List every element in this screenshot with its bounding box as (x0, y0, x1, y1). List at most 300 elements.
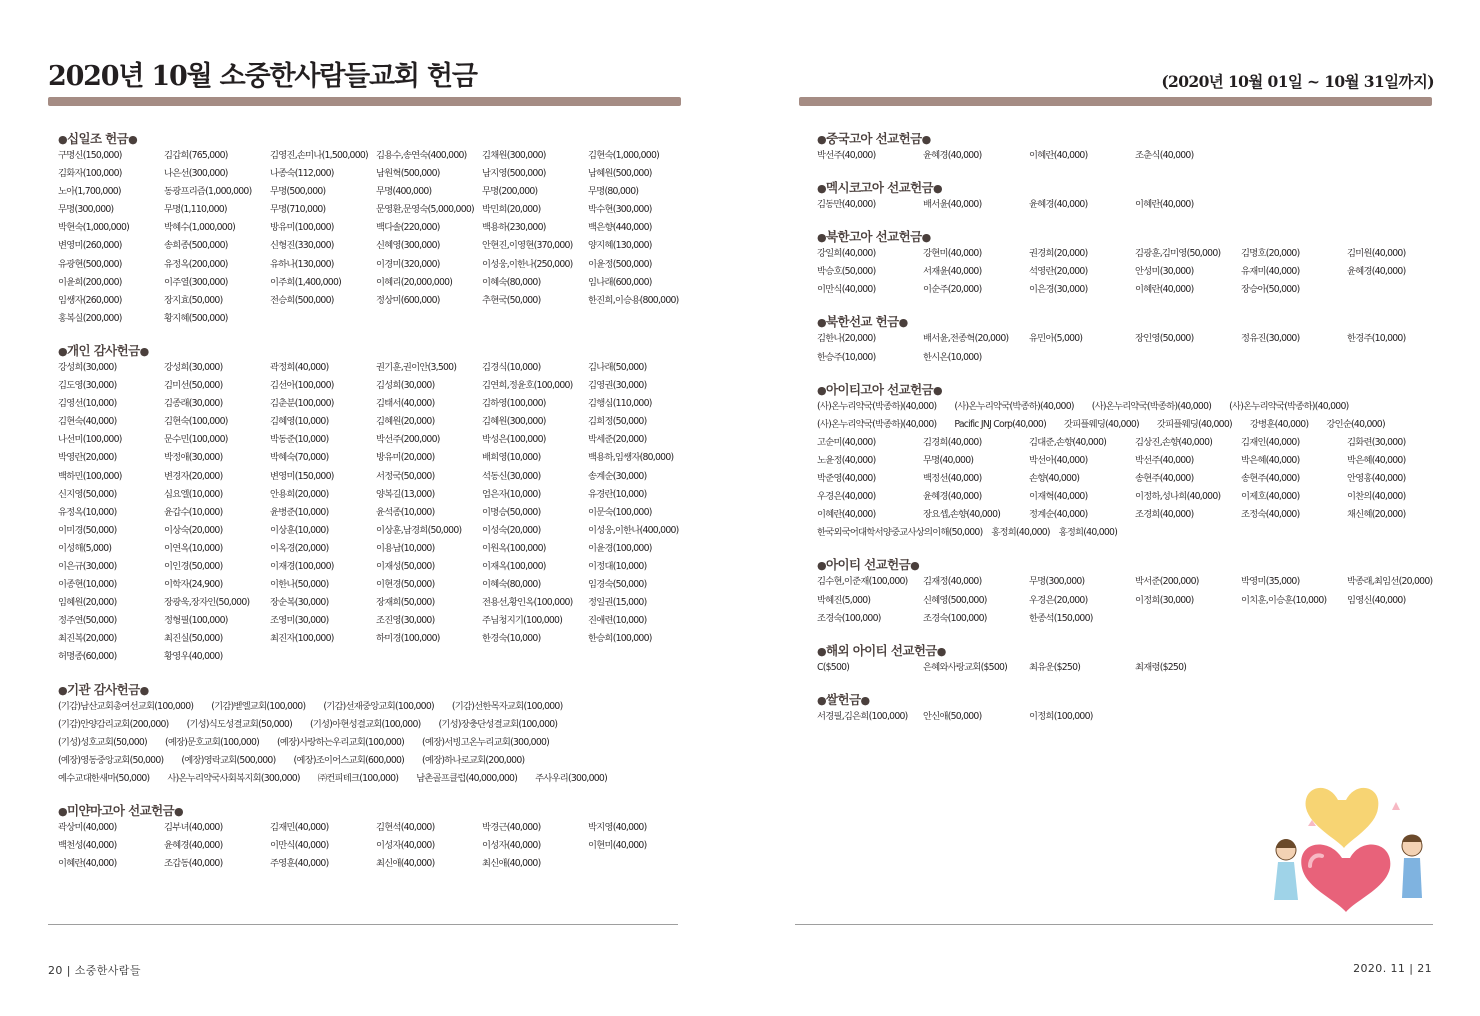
offering-section (817, 381, 1437, 543)
donor-entry: 예수교대한새마(50,000) (58, 772, 150, 784)
donor-entry: 윤혜경(40,000) (923, 491, 982, 503)
donor-entry: 김광훈,김미영(50,000) (1135, 248, 1221, 260)
section-title (817, 130, 1437, 147)
bullet-dot-icon: ● (128, 133, 138, 146)
donor-entry: 이은경(30,000) (1029, 284, 1088, 296)
donor-entry: 이정희(100,000) (1029, 710, 1093, 722)
bullet-dot-icon: ● (58, 133, 67, 146)
donor-entry: 강성희(30,000) (164, 361, 223, 373)
donor-entry: 우경은(20,000) (1029, 594, 1088, 606)
donor-entry: 한경숙(10,000) (482, 633, 541, 645)
donor-entry: 윤병준(10,000) (270, 506, 329, 518)
donor-entry: 김혜원(300,000) (482, 416, 546, 428)
bullet-dot-icon: ● (910, 559, 920, 573)
donor-entry: 이찬의(40,000) (1347, 491, 1406, 503)
donor-entry: 박수현(300,000) (588, 204, 652, 216)
donor-entry: (사)온누리약국(박종하)(40,000) (817, 400, 937, 412)
donor-entry: 이제호(40,000) (1241, 491, 1300, 503)
donor-entry: 박혜수(1,000,000) (164, 222, 236, 234)
donor-entry: 임혜원(20,000) (58, 597, 117, 609)
donor-entry: 유광현(500,000) (58, 258, 122, 270)
donor-entry: 김미원(40,000) (1347, 248, 1406, 260)
title-underline-bar (48, 97, 681, 106)
donor-entry: 김영진,손미나(1,500,000) (270, 150, 368, 161)
donor-entry: 이혜리(20,000,000) (376, 276, 453, 288)
donor-entry: 유하나(130,000) (270, 258, 334, 270)
donor-entry: 추현국(50,000) (482, 294, 541, 306)
donor-entry: 주사우리(300,000) (535, 772, 607, 784)
bullet-dot-icon: ● (817, 133, 826, 146)
donor-entry: 이종현(10,000) (58, 579, 117, 591)
donor-entry: (기성)식도성결교회(50,000) (186, 718, 292, 730)
donor-entry: 김연희,정윤호(100,000) (482, 380, 573, 392)
donor-entry: 구명신(150,000) (58, 150, 122, 161)
donor-entry: 방유미(100,000) (270, 222, 334, 234)
bullet-dot-icon: ● (139, 683, 149, 697)
donor-entry: 장광욱,장자인(50,000) (164, 597, 250, 609)
donor-entry: 신혜영(500,000) (923, 594, 987, 606)
donor-entry: 김현숙(1,000,000) (588, 150, 660, 161)
bullet-dot-icon: ● (921, 133, 931, 146)
donor-entry: 조갑동(40,000) (164, 858, 223, 870)
donor-entry: 김희정(50,000) (588, 416, 647, 428)
bullet-dot-icon: ● (817, 231, 826, 245)
donor-entry: 무명(300,000) (58, 204, 114, 216)
donor-entry: (사)온누리약국(박종하)(40,000) (1091, 400, 1212, 412)
section-title-label: 아이티 선교헌금 (826, 557, 911, 573)
donor-entry: 한승희(100,000) (588, 633, 652, 645)
donor-entry: 박혜숙(70,000) (270, 452, 329, 464)
donor-grid (817, 659, 1437, 677)
offering-section (58, 130, 688, 328)
offering-section (817, 556, 1437, 627)
donor-entry: 임나래(600,000) (588, 276, 652, 288)
donor-entry: 이성숙(20,000) (482, 524, 541, 536)
donor-entry: 석영란(20,000) (1029, 266, 1088, 278)
section-title-label: 중국고아 선교헌금 (826, 131, 922, 146)
bullet-dot-icon: ● (817, 644, 826, 658)
donor-entry: 이한나(50,000) (270, 579, 329, 591)
donor-entry: 신형진(330,000) (270, 240, 334, 252)
page-footer-left: 20 | 소중한사람들 (48, 964, 141, 977)
donor-entry: 이명승(50,000) (482, 506, 541, 518)
donor-entry: 윤혜경(40,000) (923, 150, 982, 161)
kids-heart-illustration (1272, 770, 1428, 920)
donor-entry: 이용남(10,000) (376, 542, 435, 554)
donor-entry: 박선주(40,000) (1135, 454, 1194, 466)
donor-entry: 이재혁(40,000) (1029, 491, 1088, 503)
donor-entry: 이성자(40,000) (376, 840, 435, 852)
donor-entry: 변영미(260,000) (58, 240, 122, 252)
donor-entry: 무명(80,000) (588, 186, 639, 198)
footer-divider (795, 924, 1433, 925)
donor-entry: 황지혜(500,000) (164, 312, 228, 324)
donor-entry: 김명호(20,000) (1241, 248, 1300, 260)
donor-entry: 김선아(100,000) (270, 380, 334, 392)
donor-entry: 박정애(30,000) (164, 452, 223, 464)
donor-entry: 이재성(50,000) (376, 560, 435, 572)
donor-entry: 박성은(100,000) (482, 434, 546, 446)
donor-entry: 박영미(35,000) (1241, 576, 1300, 588)
donor-entry: 김혜원(20,000) (376, 416, 435, 428)
donor-entry: 윤갑수(10,000) (164, 506, 223, 518)
section-title (817, 642, 1437, 659)
donor-entry: 정계순(40,000) (1029, 509, 1088, 521)
donor-entry: 임쌩자(260,000) (58, 294, 122, 306)
donor-entry: 박선주(40,000) (817, 150, 876, 161)
donor-entry: 안현진,이영현(370,000) (482, 240, 573, 252)
donor-entry: 백천성(40,000) (58, 840, 117, 852)
donor-entry: 박은혜(40,000) (1241, 454, 1300, 466)
donor-entry: 윤혜경(40,000) (1347, 266, 1406, 278)
donor-entry: 남촌골프클럽(40,000,000) (416, 772, 518, 784)
donor-entry: 박경근(40,000) (482, 822, 541, 833)
section-title (817, 556, 1437, 573)
donor-entry: 송현주(40,000) (1241, 473, 1300, 485)
donor-entry: 장지효(50,000) (164, 294, 223, 306)
donor-entry: 채신혜(20,000) (1347, 509, 1406, 521)
donor-entry: (기감)안양감리교회(200,000) (58, 718, 169, 730)
offering-section (58, 802, 688, 873)
donor-entry: 이치훈,이승훈(10,000) (1241, 594, 1327, 606)
donor-entry: 백정선(40,000) (923, 473, 982, 485)
date-range-subtitle: (2020년 10월 01일 ~ 10월 31일까지) (1161, 72, 1434, 91)
donor-entry: 김수현,이준재(100,000) (817, 576, 908, 588)
donor-entry: 김성희(30,000) (376, 380, 435, 392)
donor-entry: 권경희(20,000) (1029, 248, 1088, 260)
donor-entry: 이만식(40,000) (817, 284, 876, 296)
donor-entry: 변경자(20,000) (164, 470, 223, 482)
donor-entry: 강인순(40,000) (1326, 418, 1385, 430)
donor-entry: 김재정(40,000) (923, 576, 982, 588)
donor-entry: 이혜숙(80,000) (482, 579, 541, 591)
donor-grid (817, 147, 1437, 165)
donor-entry: 석동신(30,000) (482, 470, 541, 482)
right-page (740, 0, 1480, 1016)
donor-entry: 이정희(30,000) (1135, 594, 1194, 606)
donor-entry: 권기훈,권이안(3,500) (376, 361, 457, 373)
donor-entry: 이옥경(20,000) (270, 542, 329, 554)
section-title (58, 802, 688, 819)
offering-section (817, 179, 1437, 214)
donor-entry: 조경숙(100,000) (817, 612, 881, 624)
donor-entry: 방유미(20,000) (376, 452, 435, 464)
donor-entry: 이재경(100,000) (270, 560, 334, 572)
donor-entry: 강일희(40,000) (817, 248, 876, 260)
donor-entry: 안성미(30,000) (1135, 266, 1194, 278)
page-title: 2020년 10월 소중한사람들교회 헌금 (48, 61, 477, 92)
section-title-label: 쌀헌금 (826, 691, 861, 707)
donor-entry: (사)온누리약국(박종하)(40,000) (817, 418, 937, 430)
donor-entry: 강성희(30,000) (58, 361, 117, 373)
donor-entry: 윤석종(10,000) (376, 506, 435, 518)
donor-entry: 장순복(30,000) (270, 597, 329, 609)
donor-entry: 강병훈(40,000) (1249, 418, 1309, 430)
donor-entry: 이현미(40,000) (588, 840, 647, 852)
section-title (58, 130, 688, 147)
bullet-dot-icon: ● (139, 344, 149, 358)
donor-entry: 박서준(200,000) (1135, 576, 1199, 588)
donor-entry: (예장)문호교회(100,000) (164, 736, 260, 748)
donor-entry: 김재인(40,000) (1241, 436, 1300, 448)
donor-entry: 안신애(50,000) (923, 710, 982, 722)
donor-entry: 이성자(40,000) (482, 840, 541, 852)
donor-entry: 김나래(50,000) (588, 361, 647, 373)
offering-section (58, 681, 688, 788)
donor-entry: 윤혜경(40,000) (164, 840, 223, 852)
donor-entry: 무명(500,000) (270, 186, 326, 198)
donor-entry-row: 한국외국어대학서양중교사상의이해(50,000) 홍정희(40,000) 홍정희(40,000) (817, 527, 1118, 539)
donor-entry: 최진자(100,000) (270, 633, 334, 645)
donor-entry: 나은선(300,000) (164, 168, 228, 180)
donor-entry: 무명(400,000) (376, 186, 432, 198)
donor-entry: 유정옥(10,000) (58, 506, 117, 518)
donor-entry: 박선아(40,000) (1029, 454, 1088, 466)
donor-entry: 이주열(300,000) (164, 276, 228, 288)
donor-entry: 이상숙(20,000) (164, 524, 223, 536)
donor-entry: 김상진,손향(40,000) (1135, 436, 1213, 448)
donor-entry: 김한나(20,000) (817, 333, 876, 345)
donor-entry: (기감)벧엘교회(100,000) (211, 700, 306, 712)
donor-entry: 전용선,황인옥(100,000) (482, 597, 573, 609)
donor-entry: 송계순(30,000) (588, 470, 647, 482)
donor-entry: 이혜란(40,000) (1135, 199, 1194, 211)
donor-entry: 김화련(30,000) (1347, 436, 1406, 448)
donor-entry: (기감)남산교회총여선교회(100,000) (58, 700, 194, 712)
bullet-dot-icon: ● (921, 231, 931, 245)
donor-entry: (예장)하나로교회(200,000) (422, 754, 525, 766)
donor-entry: 안영홍(40,000) (1347, 473, 1406, 485)
donor-entry: 노윤정(40,000) (817, 454, 876, 466)
donor-entry: C($500) (817, 661, 850, 673)
section-title (58, 342, 688, 359)
donor-entry: 김부녀(40,000) (164, 822, 223, 833)
donor-entry: 주님청지기(100,000) (482, 615, 563, 627)
donor-entry: 남지영(500,000) (482, 168, 546, 180)
donor-entry: 주영훈(40,000) (270, 858, 329, 870)
donor-entry: 백용하(230,000) (482, 222, 546, 234)
donor-entry: 장재희(50,000) (376, 597, 435, 609)
donor-entry: 심요엘(10,000) (164, 488, 223, 500)
donor-entry: 박은혜(40,000) (1347, 454, 1406, 466)
donor-entry: 박민희(20,000) (482, 204, 541, 216)
donor-entry: 백은향(440,000) (588, 222, 652, 234)
donor-entry: 허명종(60,000) (58, 651, 117, 663)
donor-entry: (기성)장충단성결교회(100,000) (438, 718, 558, 730)
donor-entry: 조영미(30,000) (270, 615, 329, 627)
section-title-label: 멕시코고아 선교헌금 (826, 180, 934, 196)
bullet-dot-icon: ● (174, 805, 184, 818)
donor-entry: 백용하,임쌩자(80,000) (588, 452, 674, 464)
donor-entry: 이미경(50,000) (58, 524, 117, 536)
donor-entry: 장인영(50,000) (1135, 333, 1194, 345)
donor-entry: 김화자(100,000) (58, 168, 122, 180)
left-content (58, 130, 688, 887)
donor-row (58, 734, 688, 752)
donor-entry: 장승아(50,000) (1241, 284, 1300, 296)
donor-entry: 배희영(10,000) (482, 452, 541, 464)
donor-entry: 김미선(50,000) (164, 380, 223, 392)
donor-entry: 김혜영(10,000) (270, 416, 329, 428)
donor-entry: 강현미(40,000) (923, 248, 982, 260)
section-title-label: 아이티고아 선교헌금 (826, 381, 934, 397)
donor-entry: 정유진(30,000) (1241, 333, 1300, 345)
donor-entry: 정주연(50,000) (58, 615, 117, 627)
offering-section (58, 342, 688, 667)
donor-entry: 박지영(40,000) (588, 822, 647, 833)
donor-entry: 이성해(5,000) (58, 542, 112, 554)
donor-entry: 이혜란(40,000) (58, 858, 117, 870)
donor-entry: 곽상미(40,000) (58, 822, 117, 833)
section-title-label: 북한선교 헌금 (826, 314, 899, 330)
donor-entry: (예장)영동중앙교회(50,000) (58, 754, 164, 766)
donor-entry: 이연옥(10,000) (164, 542, 223, 554)
donor-entry: 서재윤(40,000) (923, 266, 982, 278)
donor-entry: 김행심(110,000) (588, 398, 652, 410)
donor-entry: 이원옥(100,000) (482, 542, 546, 554)
donor-entry: 김대준,손향(40,000) (1029, 436, 1107, 448)
donor-entry: 최신애(40,000) (376, 858, 435, 870)
bullet-dot-icon: ● (817, 383, 826, 397)
donor-entry: 양복길(13,000) (376, 488, 435, 500)
donor-entry: 무명(200,000) (482, 186, 538, 198)
donor-entry: (사)온누리약국(박종하)(40,000) (1229, 400, 1349, 412)
donor-grid (58, 147, 688, 328)
donor-entry: 배서윤(40,000) (923, 199, 982, 211)
section-title (817, 313, 1437, 330)
donor-entry: 박종래,최임선(20,000) (1347, 576, 1433, 588)
donor-entry: 조춘식(40,000) (1135, 150, 1194, 161)
donor-entry: 홍복실(200,000) (58, 312, 122, 324)
donor-entry: Pacific JNJ Corp(40,000) (954, 418, 1046, 430)
donor-entry: 김영선(10,000) (58, 398, 117, 410)
donor-entry: 신지영(50,000) (58, 488, 117, 500)
offering-section (817, 313, 1437, 366)
section-title-label: 십일조 헌금 (67, 131, 129, 146)
donor-entry: 서경필,김은희(100,000) (817, 710, 908, 722)
donor-entry: 이문숙(100,000) (588, 506, 652, 518)
donor-entry: 이인경(50,000) (164, 560, 223, 572)
donor-entry: 송희종(500,000) (164, 240, 228, 252)
donor-entry: 고순미(40,000) (817, 436, 876, 448)
section-title (58, 681, 688, 698)
donor-entry: 김영권(30,000) (588, 380, 647, 392)
donor-entry: 김도영(30,000) (58, 380, 117, 392)
donor-entry: 이재옥(100,000) (482, 560, 546, 572)
bullet-dot-icon: ● (860, 693, 870, 707)
donor-entry: 조진영(30,000) (376, 615, 435, 627)
bullet-dot-icon: ● (817, 693, 826, 707)
section-title-label: 북한고아 선교헌금 (826, 229, 922, 245)
donor-entry: 박동준(10,000) (270, 434, 329, 446)
donor-entry: 나선미(100,000) (58, 434, 122, 446)
donor-entry: 이성웅,이한나(250,000) (482, 258, 573, 270)
donor-entry: 최진실(50,000) (164, 633, 223, 645)
donor-grid (817, 573, 1437, 627)
donor-entry: (예장)사랑하는우리교회(100,000) (277, 736, 405, 748)
donor-entry: (기감)선재중앙교회(100,000) (323, 700, 434, 712)
donor-grid (817, 708, 1437, 726)
donor-entry: 김경식(10,000) (482, 361, 541, 373)
donor-entry: 최재령($250) (1135, 661, 1187, 673)
donor-entry: 안용희(20,000) (270, 488, 329, 500)
donor-entry: 김현숙(40,000) (58, 416, 117, 428)
donor-entry: 조경희(40,000) (1135, 509, 1194, 521)
donor-entry: 변영미(150,000) (270, 470, 334, 482)
donor-entry: 김춘분(100,000) (270, 398, 334, 410)
donor-entry: 이주희(1,400,000) (270, 276, 342, 288)
donor-entry: 황영우(40,000) (164, 651, 223, 663)
donor-entry: 이혜란(40,000) (1029, 150, 1088, 161)
donor-entry: 정상미(600,000) (376, 294, 440, 306)
donor-entry: (기감)선한목자교회(100,000) (451, 700, 563, 712)
donor-entry: 이정하,성나희(40,000) (1135, 491, 1221, 503)
donor-entry: (예장)서빙고온누리교회(300,000) (422, 736, 550, 748)
donor-entry: 이경미(320,000) (376, 258, 440, 270)
donor-entry: 이정대(10,000) (588, 560, 647, 572)
donor-entry: 조정숙(40,000) (1241, 509, 1300, 521)
donor-entry: 이혜란(40,000) (817, 509, 876, 521)
donor-entry: 윤혜경(40,000) (1029, 199, 1088, 211)
bullet-dot-icon: ● (58, 344, 67, 358)
donor-entry: 조경숙(100,000) (923, 612, 987, 624)
donor-entry: (기성)아현성결교회(100,000) (309, 718, 421, 730)
donor-entry: 임경숙(50,000) (588, 579, 647, 591)
donor-entry: 한시온(10,000) (923, 351, 982, 363)
donor-entry: 곽정희(40,000) (270, 361, 329, 373)
donor-grid (817, 330, 1437, 366)
donor-entry: 김용수,송연숙(400,000) (376, 150, 467, 161)
donor-entry: 김현석(40,000) (376, 822, 435, 833)
donor-entry: 양지혜(130,000) (588, 240, 652, 252)
donor-entry: 유민아(5,000) (1029, 333, 1083, 345)
donor-entry: 사)온누리약국사회복지회(300,000) (167, 772, 300, 784)
donor-entry: 이순주(20,000) (923, 284, 982, 296)
donor-entry: 이윤정(500,000) (588, 258, 652, 270)
section-title-label: 해외 아이티 선교헌금 (826, 642, 937, 658)
donor-entry: 박현숙(1,000,000) (58, 222, 130, 234)
section-title-label: 개인 감사헌금 (67, 342, 140, 358)
donor-entry: 김종래(30,000) (164, 398, 223, 410)
bullet-dot-icon: ● (817, 559, 826, 573)
donor-entry: 하미경(100,000) (376, 633, 440, 645)
donor-grid (817, 245, 1437, 299)
donor-entry: 송현주(40,000) (1135, 473, 1194, 485)
donor-entry: 한경주(10,000) (1347, 333, 1406, 345)
donor-entry: 배서윤,전종혁(20,000) (923, 333, 1009, 345)
donor-row (58, 752, 688, 770)
donor-row (817, 398, 1437, 416)
donor-entry: 진애련(10,000) (588, 615, 647, 627)
donor-entry: 김동만(40,000) (817, 199, 876, 211)
section-title (817, 179, 1437, 196)
section-title-label: 미얀마고아 선교헌금 (67, 803, 175, 818)
donor-entry: 나종숙(112,000) (270, 168, 334, 180)
donor-entry: 이성웅,이한나(400,000) (588, 524, 679, 536)
bullet-dot-icon: ● (58, 805, 67, 818)
donor-entry: 엄은자(10,000) (482, 488, 541, 500)
donor-entry: 무명(300,000) (1029, 576, 1085, 588)
donor-entry: 은혜와사랑교회($500) (923, 661, 1008, 673)
donor-entry: (기성)성호교회(50,000) (58, 736, 147, 748)
donor-entry: 백다솔(220,000) (376, 222, 440, 234)
section-title (817, 228, 1437, 245)
section-title (817, 691, 1437, 708)
offering-section (817, 130, 1437, 165)
bullet-dot-icon: ● (933, 182, 943, 196)
donor-entry: 박준영(40,000) (817, 473, 876, 485)
donor-entry: 최진복(20,000) (58, 633, 117, 645)
